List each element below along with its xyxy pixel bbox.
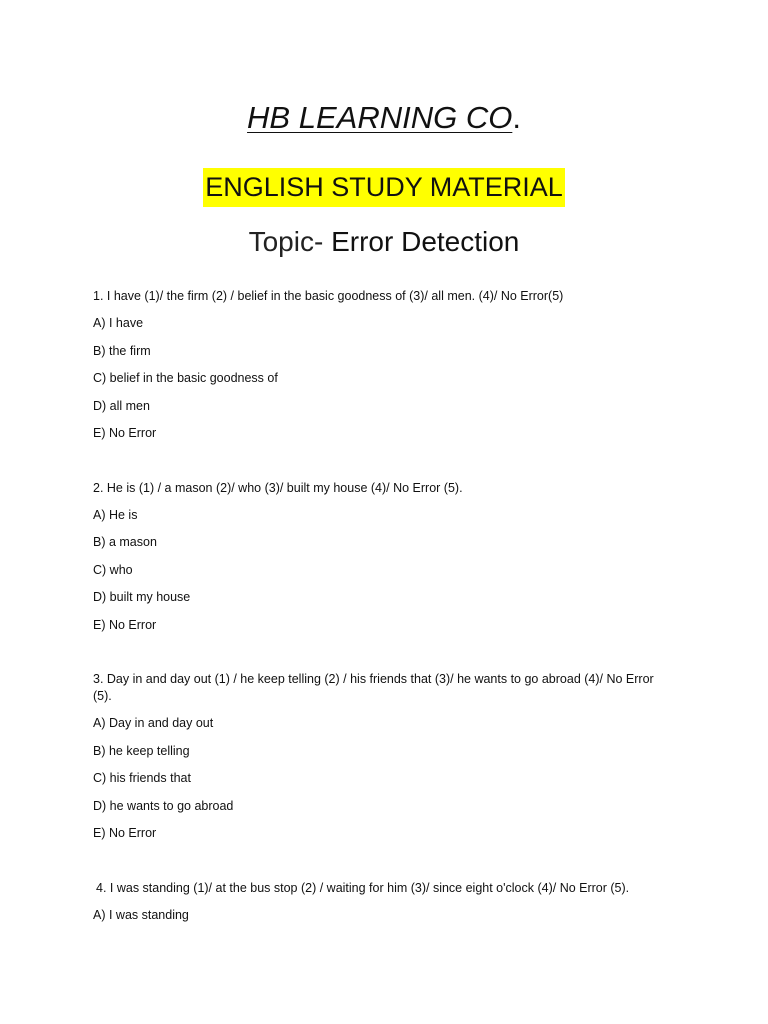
topic-label: Topic- — [248, 226, 324, 257]
option-e: E) No Error — [93, 426, 157, 440]
option-e: E) No Error — [93, 826, 157, 840]
option-c: C) who — [93, 562, 133, 577]
question-text: 2. He is (1) / a mason (2)/ who (3)/ built my house (4)/ No Error (5). — [93, 480, 463, 495]
company-suffix: . — [512, 100, 521, 135]
question-text: 4. I was standing (1)/ at the bus stop (2) / waiting for him (3)/ since eight o'clock (4)/ No Error (5). — [96, 880, 630, 895]
option-b: B) the firm — [93, 343, 151, 358]
question-text: 1. I have (1)/ the firm (2) / belief in the basic goodness of (3)/ all men. (4)/ No Error(5) — [93, 289, 564, 303]
topic-value: Error Detection — [323, 226, 520, 257]
question-text: 3. Day in and day out (1) / he keep telling (2) / his friends that (3)/ he wants to go abroad (4)/ No Error (5). — [93, 672, 654, 703]
option-a: A) I have — [93, 316, 144, 330]
option-a: A) I was standing — [93, 907, 189, 922]
subject-heading-wrap — [0, 168, 768, 207]
option-a: A) He is — [93, 507, 138, 522]
option-d: D) he wants to go abroad — [93, 798, 234, 813]
company-name: HB LEARNING CO — [247, 100, 513, 135]
option-c: C) belief in the basic goodness of — [93, 371, 278, 385]
question-2 — [93, 480, 673, 634]
question-4 — [93, 880, 673, 924]
option-b: B) he keep telling — [93, 743, 190, 758]
option-b: B) a mason — [93, 535, 157, 549]
option-e: E) No Error — [93, 617, 157, 632]
question-3 — [93, 671, 673, 842]
company-heading — [0, 98, 768, 138]
question-spacer — [93, 453, 673, 480]
subject-heading: ENGLISH STUDY MATERIAL — [203, 168, 565, 207]
option-c: C) his friends that — [93, 771, 191, 785]
question-list — [93, 288, 673, 934]
option-a: A) Day in and day out — [93, 716, 214, 730]
option-d: D) built my house — [93, 590, 191, 604]
question-1 — [93, 288, 673, 442]
option-d: D) all men — [93, 398, 150, 413]
topic-heading — [0, 222, 768, 262]
question-spacer — [93, 853, 673, 880]
question-spacer — [93, 644, 673, 671]
